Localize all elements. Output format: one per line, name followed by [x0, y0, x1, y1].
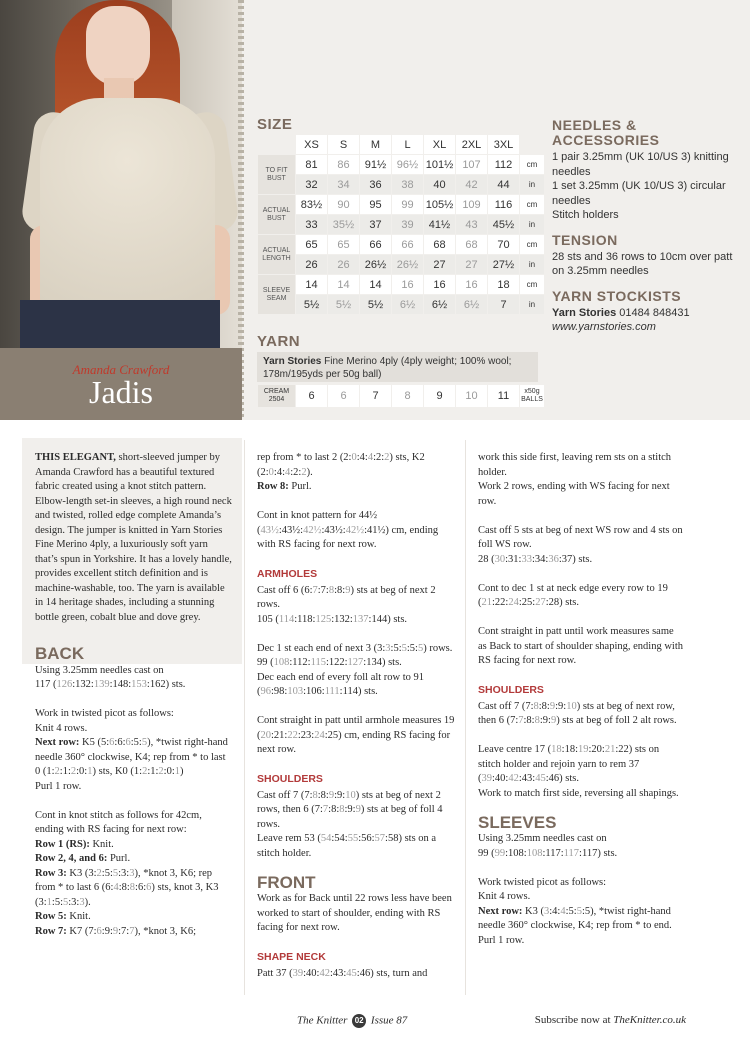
shoulders-heading: SHOULDERS [478, 684, 544, 696]
magazine-name: The Knitter [297, 1014, 348, 1027]
size-row-label: TO FIT BUST [258, 155, 295, 194]
shape-neck-heading: SHAPE NECK [257, 951, 326, 963]
pattern-paragraph: rep from * to last 2 (2:0:4:4:2:2) sts, K2 (2:0:4:4:2:2). Row 8: Purl. [257, 452, 425, 492]
size-unit: in [520, 175, 544, 194]
size-cell: 65 [328, 235, 359, 254]
size-cell: 26½ [360, 255, 391, 274]
size-cell: 70 [488, 235, 519, 254]
yarn-heading: YARN [257, 333, 301, 350]
size-cell: 14 [296, 275, 327, 294]
pattern-title: Jadis [89, 374, 153, 410]
size-cell: 5½ [328, 295, 359, 314]
stockist-phone: 01484 848431 [616, 306, 690, 319]
front-heading: FRONT [257, 872, 316, 892]
ball-count: 6 [296, 385, 327, 407]
size-cell: 33 [296, 215, 327, 234]
ball-count: 7 [360, 385, 391, 407]
size-cell: 40 [424, 175, 455, 194]
size-cell: 107 [456, 155, 487, 174]
size-cell: 26½ [392, 255, 423, 274]
size-cell: 43 [456, 215, 487, 234]
size-cell: 66 [360, 235, 391, 254]
size-cell: 90 [328, 195, 359, 214]
size-cell: 91½ [360, 155, 391, 174]
size-cell: 35½ [328, 215, 359, 234]
size-header: XL [424, 135, 455, 154]
size-header: L [392, 135, 423, 154]
yarn-shade: CREAM 2504 [258, 385, 295, 407]
pattern-paragraph: Using 3.25mm needles cast on 99 (99:108:108:117:117:117) sts. [478, 833, 618, 859]
size-unit: cm [520, 155, 544, 174]
yarn-details: Fine Merino 4ply (4ply weight; 100% wool; 178m/195yds per 50g ball) [263, 356, 512, 380]
tension-heading: TENSION [552, 231, 618, 248]
ball-unit: x50g BALLS [520, 385, 544, 407]
stockists-heading: YARN STOCKISTS [552, 287, 682, 304]
size-cell: 105½ [424, 195, 455, 214]
ball-count: 8 [392, 385, 423, 407]
issue-number: Issue 87 [370, 1014, 408, 1027]
size-header: S [328, 135, 359, 154]
pattern-paragraph: work this side first, leaving rem sts on a stitch holder. Work 2 rows, ending with WS facing for next row. [478, 452, 672, 507]
stockist-name: Yarn Stories [552, 306, 617, 319]
page-number: 02 [352, 1014, 366, 1028]
size-cell: 6½ [424, 295, 455, 314]
size-row-label: SLEEVE SEAM [258, 275, 295, 314]
size-cell: 99 [392, 195, 423, 214]
tension-text: 28 sts and 36 rows to 10cm over patt on 3.25mm needles [552, 250, 733, 277]
yarn-description [257, 352, 538, 382]
pattern-paragraph: Using 3.25mm needles cast on 117 (126:132:139:148:153:162) sts. [35, 664, 186, 690]
size-cell: 7 [488, 295, 519, 314]
size-cell: 32 [296, 175, 327, 194]
yarn-quantity-table [257, 384, 545, 408]
size-cell: 37 [360, 215, 391, 234]
size-cell: 5½ [360, 295, 391, 314]
size-cell: 27 [424, 255, 455, 274]
needles-heading: NEEDLES & ACCESSORIES [552, 117, 660, 148]
pattern-paragraph: Cont straight in patt until work measures same as Back to start of shoulder shaping, ending with RS facing for next row. [478, 626, 684, 666]
size-cell: 27½ [488, 255, 519, 274]
ball-count: 9 [424, 385, 455, 407]
ball-count: 11 [488, 385, 519, 407]
pattern-paragraph: Cast off 6 (6:7:7:8:8:9) sts at beg of next 2 rows. 105 (114:118:125:132:137:144) sts. [257, 584, 436, 625]
size-table [257, 134, 545, 315]
size-cell: 6½ [456, 295, 487, 314]
pattern-paragraph: Work as for Back until 22 rows less have been worked to start of shoulder, ending with RS facing for next row. [257, 893, 452, 933]
site-link[interactable]: TheKnitter.co.uk [613, 1014, 686, 1026]
materials-column [552, 118, 742, 345]
pattern-paragraph: Cast off 7 (7:8:8:9:9:10) sts at beg of next 2 rows, then 6 (7:7:8:8:9:9) sts at beg of foll 4 rows. Leave rem 53 (54:54:55:56:57:58) sts on a stitch holder. [257, 789, 443, 859]
size-cell: 14 [360, 275, 391, 294]
size-header: 3XL [488, 135, 519, 154]
size-cell: 18 [488, 275, 519, 294]
pattern-paragraph: Cont to dec 1 st at neck edge every row to 19 (21:22:24:25:27:28) sts. [478, 582, 668, 608]
pattern-paragraph: Leave centre 17 (18:18:19:20:21:22) sts on stitch holder and rejoin yarn to rem 37 (39:40:42:43:45:46) sts. Work to match first side, reversing all shapings. [478, 744, 679, 799]
ball-count: 10 [456, 385, 487, 407]
armholes-heading: ARMHOLES [257, 568, 318, 580]
size-cell: 41½ [424, 215, 455, 234]
size-cell: 96½ [392, 155, 423, 174]
size-cell: 39 [392, 215, 423, 234]
size-cell: 34 [328, 175, 359, 194]
intro-body: short-sleeved jumper by Amanda Crawford has a beautiful textured fabric created using a knot stitch pattern. Elbow-length set-in sleeves, a high round neck and twisted, rolled edge complete Amanda’s design. The jumper is knitted in Yarn Stories Fine Merino 4ply, a luxuriously soft yarn that’s spun in Yorkshire. It has a lovely handle, provides excellent stitch definition and is machine-washable, too. The yarn is available in 14 heritage shades, including a stunning bottle green, cobalt blue and dove grey. [35, 452, 232, 623]
back-heading: BACK [35, 644, 85, 663]
footer-subscribe [535, 1014, 686, 1026]
size-cell: 36 [360, 175, 391, 194]
size-cell: 26 [328, 255, 359, 274]
pattern-paragraph: Cont straight in patt until armhole measures 19 (20:21:22:23:24:25) cm, ending RS facing for next row. [257, 715, 455, 755]
needles-line: Stitch holders [552, 209, 619, 221]
pattern-paragraph: Cont in knot pattern for 44½ (43½:43½:42½:43½:42½:41½) cm, ending with RS facing for next row. [257, 510, 439, 550]
needles-line: 1 set 3.25mm (UK 10/US 3) circular needles [552, 180, 726, 207]
size-unit: cm [520, 195, 544, 214]
subscribe-text: Subscribe now at [534, 1014, 614, 1026]
size-cell: 81 [296, 155, 327, 174]
size-cell: 27 [456, 255, 487, 274]
size-cell: 65 [296, 235, 327, 254]
ball-count: 6 [328, 385, 359, 407]
size-cell: 112 [488, 155, 519, 174]
pattern-paragraph: Work in twisted picot as follows: Knit 4 rows. Next row: K5 (5:6:6:6:5:5), *twist right-hand needle 360° clockwise, K4; rep from * to last 0 (1:2:1:2:0:1) sts, K0 (1:2:1:2:0:1) Purl 1 row. [35, 708, 228, 792]
column-2 [257, 451, 457, 981]
pattern-paragraph: Work twisted picot as follows: Knit 4 rows. Next row: K3 (3:4:4:5:5:5), *twist right-hand needle 360° clockwise, K4; rep from * to end. Purl 1 row. [478, 876, 672, 946]
size-cell: 68 [456, 235, 487, 254]
needles-line: 1 pair 3.25mm (UK 10/US 3) knitting needles [552, 151, 729, 178]
size-cell: 86 [328, 155, 359, 174]
model-photo [0, 0, 242, 348]
pattern-paragraph: Cont in knot stitch as follows for 42cm, ending with RS facing for next row: Row 1 (RS): Knit. Row 2, 4, and 6: Purl. Row 3: K3 (3:2:5:5:3:3), *knot 3, K6; rep from * to last 6 (6:4:8:8:6:6) sts, knot 3, K3 (3:1:5:5:3:3). Row 5: Knit. Row 7: K7 (7:6:9:9:7:7), *knot 3, K6; [35, 809, 219, 937]
stockist-line [552, 306, 742, 321]
intro-lead: THIS ELEGANT, [35, 452, 116, 463]
size-heading: SIZE [257, 116, 293, 133]
pattern-paragraph: Patt 37 (39:40:42:43:45:46) sts, turn and [257, 967, 428, 979]
size-cell: 16 [392, 275, 423, 294]
size-cell: 26 [296, 255, 327, 274]
size-header: XS [296, 135, 327, 154]
yarn-brand: Yarn Stories [263, 356, 322, 367]
size-header: M [360, 135, 391, 154]
stockist-url: www.yarnstories.com [552, 321, 656, 333]
column-1 [35, 451, 233, 939]
shoulders-heading: SHOULDERS [257, 773, 323, 785]
size-cell: 6½ [392, 295, 423, 314]
size-cell: 109 [456, 195, 487, 214]
size-unit: in [520, 295, 544, 314]
pattern-paragraph: Cast off 5 sts at beg of next WS row and 4 sts on foll WS row. 28 (30:31:33:34:36:37) sts. [478, 524, 683, 565]
size-unit: in [520, 215, 544, 234]
size-unit: in [520, 255, 544, 274]
size-cell: 101½ [424, 155, 455, 174]
size-header: 2XL [456, 135, 487, 154]
size-row-label: ACTUAL LENGTH [258, 235, 295, 274]
page-footer [0, 1012, 750, 1032]
size-cell: 5½ [296, 295, 327, 314]
size-cell: 38 [392, 175, 423, 194]
column-3 [478, 451, 683, 948]
size-row-label: ACTUAL BUST [258, 195, 295, 234]
size-unit: cm [520, 275, 544, 294]
pattern-paragraph: Cast off 7 (7:8:8:9:9:10) sts at beg of next row, then 6 (7:7:8:8:9:9) sts at beg of foll 2 alt rows. [478, 700, 677, 726]
size-cell: 116 [488, 195, 519, 214]
size-cell: 45½ [488, 215, 519, 234]
size-cell: 68 [424, 235, 455, 254]
size-cell: 83½ [296, 195, 327, 214]
size-cell: 66 [392, 235, 423, 254]
size-cell: 44 [488, 175, 519, 194]
size-cell: 16 [424, 275, 455, 294]
pattern-paragraph: Dec 1 st each end of next 3 (3:3:5:5:5:5) rows. 99 (108:112:115:122:127:134) sts. Dec each end of every foll alt row to 91 (96:98:103:106:111:114) sts. [257, 642, 453, 697]
size-unit: cm [520, 235, 544, 254]
size-cell: 14 [328, 275, 359, 294]
designer-name: Amanda Crawford [72, 362, 170, 377]
size-cell: 42 [456, 175, 487, 194]
size-cell: 95 [360, 195, 391, 214]
intro-text [35, 451, 233, 625]
footer-magazine [297, 1014, 407, 1028]
sleeves-heading: SLEEVES [478, 812, 557, 832]
size-cell: 16 [456, 275, 487, 294]
